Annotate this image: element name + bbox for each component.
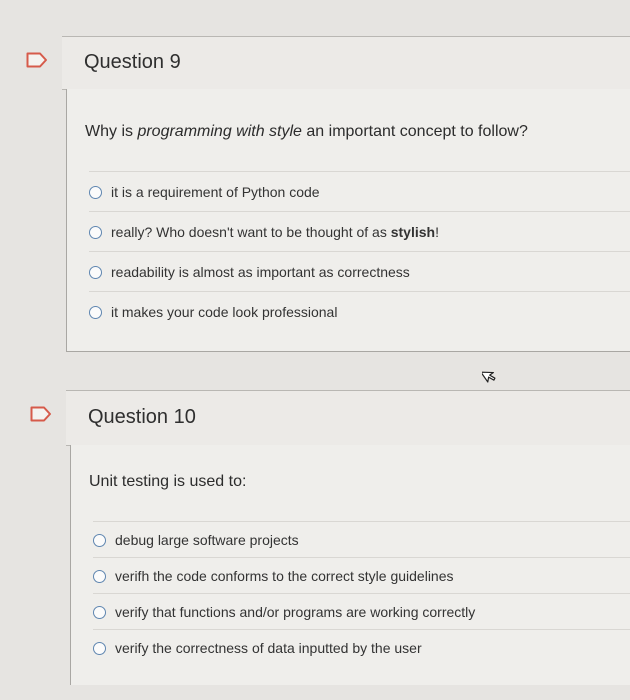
question-prompt: Why is programming with style an important concept to follow?: [85, 123, 528, 140]
radio-button[interactable]: [89, 306, 102, 319]
radio-button[interactable]: [93, 606, 106, 619]
flag-question-icon[interactable]: [30, 406, 52, 422]
answer-label: verify the correctness of data inputted by the user: [115, 640, 422, 656]
answer-option[interactable]: [93, 593, 630, 630]
question-header: [66, 390, 630, 446]
answer-label: debug large software projects: [115, 532, 299, 548]
answer-label: it is a requirement of Python code: [111, 184, 320, 200]
answer-option[interactable]: [89, 291, 630, 332]
question-title: Question 10: [88, 406, 196, 428]
answer-option[interactable]: [93, 629, 630, 666]
answer-label: verify that functions and/or programs are working correctly: [115, 604, 476, 620]
flag-question-icon[interactable]: [26, 52, 48, 68]
radio-button[interactable]: [89, 226, 102, 239]
question-prompt: Unit testing is used to:: [89, 473, 247, 490]
question-body: [66, 89, 630, 352]
radio-button[interactable]: [93, 642, 106, 655]
radio-button[interactable]: [89, 186, 102, 199]
question-body: [70, 445, 630, 685]
answer-option[interactable]: [89, 211, 630, 252]
answer-label: it makes your code look professional: [111, 304, 338, 320]
radio-button[interactable]: [89, 266, 102, 279]
question-10: [0, 380, 630, 700]
radio-button[interactable]: [93, 534, 106, 547]
question-title: Question 9: [84, 51, 181, 73]
answer-option[interactable]: [89, 251, 630, 292]
answer-option[interactable]: [93, 521, 630, 558]
question-header: [62, 36, 630, 90]
answer-label: verifh the code conforms to the correct style guidelines: [115, 568, 454, 584]
answer-option[interactable]: [93, 557, 630, 594]
answer-option[interactable]: [89, 171, 630, 212]
answer-label: really? Who doesn't want to be thought of as stylish!: [111, 224, 439, 240]
answer-label: readability is almost as important as correctness: [111, 264, 410, 280]
radio-button[interactable]: [93, 570, 106, 583]
